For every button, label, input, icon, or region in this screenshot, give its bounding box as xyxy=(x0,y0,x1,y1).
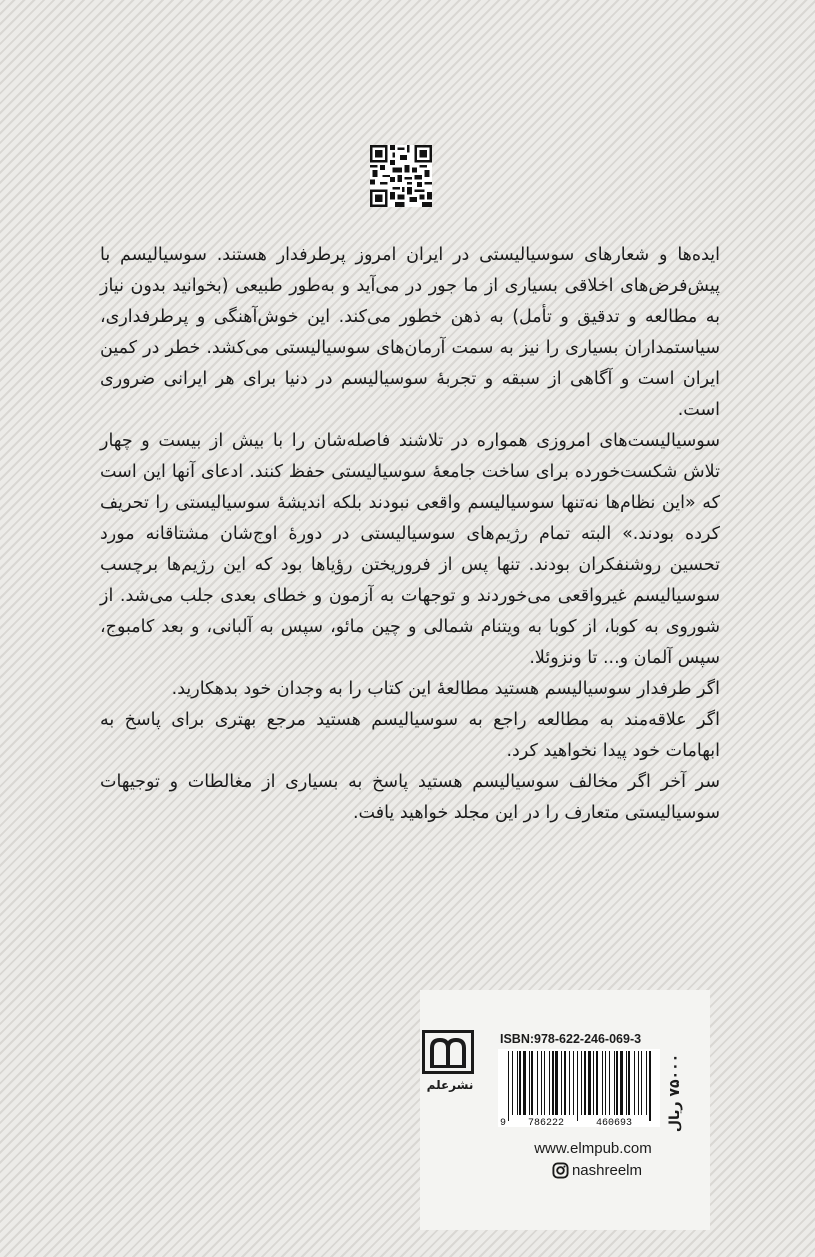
barcode-bar xyxy=(552,1051,554,1115)
price-label xyxy=(662,1040,688,1145)
instagram-icon xyxy=(552,1162,569,1179)
barcode xyxy=(498,1049,660,1127)
barcode-digits-middle: 786222 xyxy=(528,1118,565,1127)
barcode-bar xyxy=(588,1051,591,1115)
blurb-paragraph-intro: ایده‌ها و شعارهای سوسیالیستی در ایران امروز پرطرفدار هستند. سوسیالیسم با پیش‌فرض‌های اخلاقی بسیاری از ما جور در می‌آید و به‌طور طبیعی (بخوانید بدون نیاز به مطالعه و تدقیق و تأمل) به ذهن خطور می‌کند. این خوش‌آهنگی و پرطرفداری، سیاستمداران بسیاری را نیز به سمت آرمان‌های سوسیالیستی می‌کشد. خطر در کمین ایران است و آگاهی از سبقه و تجربهٔ سوسیالیسم در دنیا برای هر ایرانی ضروری است. xyxy=(100,245,720,420)
barcode-bar xyxy=(523,1051,526,1115)
barcode-bar xyxy=(544,1051,545,1115)
barcode-bar xyxy=(564,1051,566,1115)
social-handle: nashreelm xyxy=(571,1162,643,1179)
isbn-label: ISBN:978-622-246-069-3 xyxy=(500,1032,642,1046)
barcode-bar xyxy=(519,1051,521,1115)
barcode-bar xyxy=(529,1051,530,1115)
website-url: www.elmpub.com xyxy=(534,1140,652,1157)
barcode-bar xyxy=(581,1051,582,1115)
barcode-bar xyxy=(569,1051,570,1115)
barcode-bar xyxy=(646,1051,647,1115)
barcode-digits-right: 460693 xyxy=(596,1118,633,1127)
barcode-bar xyxy=(512,1051,513,1115)
barcode-bar xyxy=(628,1051,630,1115)
barcode-bar xyxy=(593,1051,594,1115)
barcode-bar xyxy=(641,1051,642,1115)
blurb-line-supporters: اگر طرفدار سوسیالیسم هستید مطالعهٔ این کتاب را به وجدان خود بدهکارید. xyxy=(171,679,720,699)
barcode-bar xyxy=(596,1051,598,1115)
qr-code-icon xyxy=(370,145,432,207)
blurb-line-opponents: سر آخر اگر مخالف سوسیالیسم هستید پاسخ به بسیاری از مغالطات و توجیهات سوسیالیستی متعارف را در این مجلد خواهید یافت. xyxy=(100,772,720,823)
barcode-bar xyxy=(626,1051,627,1115)
barcode-bar xyxy=(649,1051,651,1121)
publisher-logo xyxy=(422,1030,478,1092)
barcode-bar xyxy=(541,1051,542,1115)
barcode-bar xyxy=(577,1051,578,1121)
barcode-bar xyxy=(517,1051,518,1115)
barcode-bar xyxy=(584,1051,586,1115)
barcode-bar xyxy=(620,1051,623,1115)
barcode-bar xyxy=(555,1051,558,1115)
barcode-bar xyxy=(634,1051,635,1115)
social-handle-row xyxy=(512,1162,682,1179)
publisher-logo-icon xyxy=(422,1030,474,1074)
publisher-name: نشرعلم xyxy=(426,1078,474,1092)
barcode-bar xyxy=(508,1051,509,1121)
barcode-bar xyxy=(561,1051,562,1115)
back-cover-blurb xyxy=(100,240,720,829)
barcode-bar xyxy=(531,1051,533,1115)
blurb-paragraph-history: سوسیالیست‌های امروزی همواره در تلاشند فاصله‌شان را با بیش از بیست و چهار تلاش شکست‌خورده برای ساخت جامعهٔ سوسیالیستی حفظ کنند. ادعای آنها این است که «این نظام‌ها نه‌تنها سوسیالیسم واقعی نبودند بلکه اندیشهٔ سوسیالیستی را تحریف کرده بودند.» البته تمام رژیم‌های سوسیالیستی در دورهٔ اوج‌شان مشتاقانه مورد تحسین روشنفکران بودند. تنها پس از فروریختن رؤیاها بود که این رژیم‌ها برچسب سوسیالیسم غیرواقعی می‌خوردند و توجهات به آزمون و خطای بعدی جلب می‌شد. از شوروی به کوبا، از کوبا به ویتنام شمالی و چین مائو، سپس به آلبانی، و بعد کامبوج، سپس آلمان و... تا ونزوئلا. xyxy=(100,431,720,668)
blurb-line-interested: اگر علاقه‌مند به مطالعه راجع به سوسیالیسم هستید مرجع بهتری برای پاسخ به ابهامات خود پیدا نخواهید کرد. xyxy=(100,710,720,761)
price-text: ۷۵۰۰۰ ریال xyxy=(667,1053,683,1132)
barcode-bar xyxy=(602,1051,603,1115)
barcode-bar xyxy=(614,1051,615,1115)
barcode-digit-left: 9 xyxy=(500,1118,507,1127)
barcode-bar xyxy=(616,1051,618,1115)
barcode-bar xyxy=(638,1051,639,1115)
barcode-bar xyxy=(609,1051,610,1115)
barcode-bar xyxy=(549,1051,550,1115)
barcode-bar xyxy=(605,1051,606,1115)
barcode-bar xyxy=(573,1051,574,1115)
barcode-bar xyxy=(537,1051,538,1115)
